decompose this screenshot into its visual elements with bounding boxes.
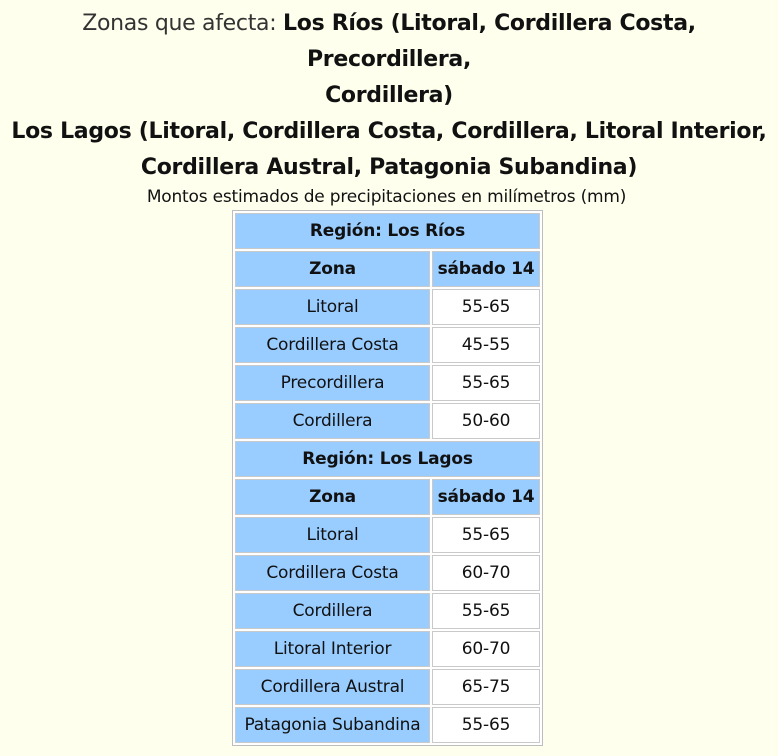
table-caption: Montos estimados de precipitaciones en milímetros (mm) [146, 187, 627, 207]
table-row [235, 669, 540, 705]
table-row [235, 631, 540, 667]
column-header-day: sábado 14 [432, 479, 540, 515]
amount-cell: 55-65 [432, 365, 540, 401]
precipitation-table [232, 210, 543, 746]
amount-cell: 45-55 [432, 327, 540, 363]
zone-cell: Cordillera Costa [235, 555, 430, 591]
region-row-los-rios [235, 213, 540, 249]
amount-cell: 55-65 [432, 517, 540, 553]
affected-zones-text [0, 6, 778, 186]
column-header-zone: Zona [235, 479, 430, 515]
table-row [235, 555, 540, 591]
column-header-zone: Zona [235, 251, 430, 287]
table-row [235, 707, 540, 743]
table-row [235, 403, 540, 439]
table-row [235, 327, 540, 363]
table-row [235, 365, 540, 401]
column-header-day: sábado 14 [432, 251, 540, 287]
table-row [235, 593, 540, 629]
zone-cell: Patagonia Subandina [235, 707, 430, 743]
zone-cell: Litoral Interior [235, 631, 430, 667]
table-row [235, 289, 540, 325]
zone-cell: Litoral [235, 289, 430, 325]
los-lagos-zones-continued: Cordillera Austral, Patagonia Subandina) [140, 155, 638, 180]
amount-cell: 60-70 [432, 631, 540, 667]
zone-cell: Litoral [235, 517, 430, 553]
amount-cell: 65-75 [432, 669, 540, 705]
affected-zones-label: Zonas que afecta: [82, 11, 277, 36]
table-row [235, 517, 540, 553]
zone-cell: Cordillera Costa [235, 327, 430, 363]
los-rios-zones: Los Ríos (Litoral, Cordillera Costa, Precordillera, [283, 11, 696, 72]
header-row-los-rios [235, 251, 540, 287]
zone-cell: Cordillera [235, 403, 430, 439]
affected-zones-line-1 [0, 6, 778, 78]
los-rios-zones-continued: Cordillera) [325, 83, 453, 108]
zone-cell: Precordillera [235, 365, 430, 401]
amount-cell: 55-65 [432, 593, 540, 629]
amount-cell: 55-65 [432, 707, 540, 743]
zone-cell: Cordillera Austral [235, 669, 430, 705]
region-title: Región: Los Ríos [235, 213, 540, 249]
amount-cell: 55-65 [432, 289, 540, 325]
los-lagos-zones: Los Lagos (Litoral, Cordillera Costa, Cordillera, Litoral Interior, [11, 119, 767, 144]
amount-cell: 50-60 [432, 403, 540, 439]
zone-cell: Cordillera [235, 593, 430, 629]
region-title: Región: Los Lagos [235, 441, 540, 477]
header-row-los-lagos [235, 479, 540, 515]
amount-cell: 60-70 [432, 555, 540, 591]
region-row-los-lagos [235, 441, 540, 477]
